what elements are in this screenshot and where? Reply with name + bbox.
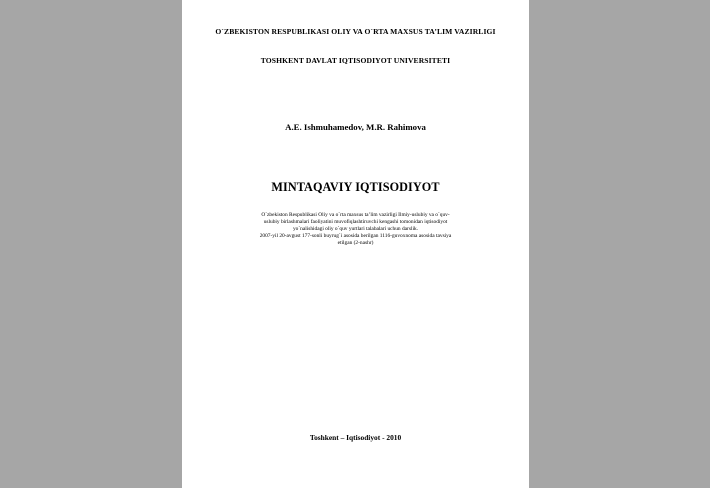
approval-line: 2007-yil 20-avgust 177-sonli buyrug`i asosida berilgan 1116-guvoxnoma asosida tavsiya [259,232,452,239]
approval-note [182,212,529,247]
document-page [182,0,529,488]
publication-footer: Toshkent – Iqtisodiyot - 2010 [309,433,402,442]
approval-line: yo`nalishidagi oliy o`quv yurtlari talabalari uchun darslik. [292,225,418,232]
authors: A.E. Ishmuhamedov, M.R. Rahimova [285,122,426,132]
approval-line: etilgan (2-nashr) [337,239,374,246]
book-title: MINTAQAVIY IQTISODIYOT [271,180,440,194]
ministry-heading: O`ZBEKISTON RESPUBLIKASI OLIY VA O`RTA MAXSUS TA’LIM VAZIRLIGI [215,27,496,36]
university-heading: TOSHKENT DAVLAT IQTISODIYOT UNIVERSITETI [260,56,451,65]
approval-line: uslubiy birlashmalari faoliyatini muvofiqlashtiruvchi kengashi tomonidan iqtisodiyot [263,218,448,225]
approval-line: O`zbekiston Respublikasi Oliy va o`rta maxsus ta’lim vazirligi Ilmiy-uslubiy va o`quv- [261,212,450,218]
